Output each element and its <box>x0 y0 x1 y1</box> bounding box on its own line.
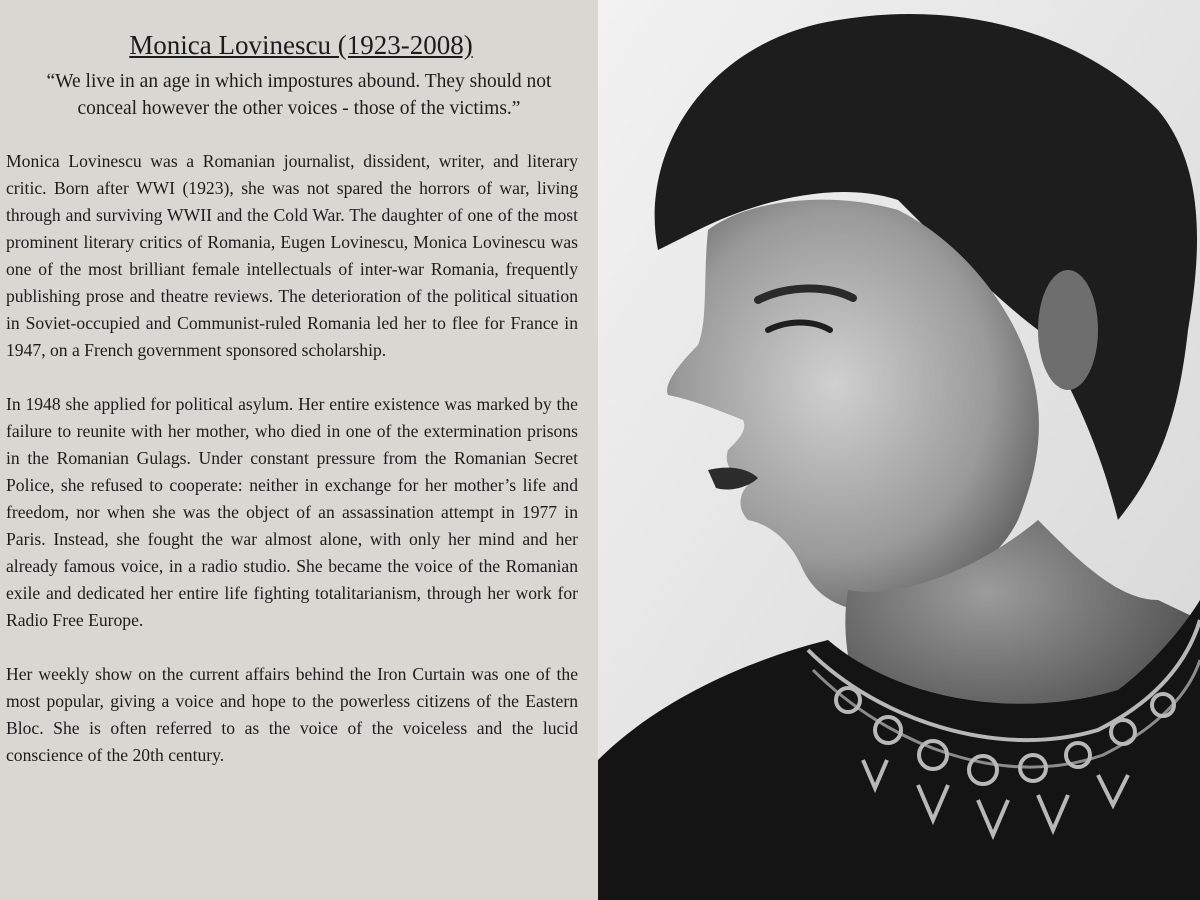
portrait-illustration <box>598 0 1200 900</box>
page-title: Monica Lovinescu (1923-2008) <box>129 30 473 60</box>
text-panel <box>0 0 598 900</box>
ear-shape <box>1038 270 1098 390</box>
quote: “We live in an age in which impostures abound. They should not conceal however the other voices - those of the victims.” <box>46 71 552 119</box>
portrait-photo <box>598 0 1200 900</box>
bio-paragraph-2: In 1948 she applied for political asylum. Her entire existence was marked by the failure to reunite with her mother, who died in one of the extermination prisons in the Romanian Gulags. Under constant pressure from the Romanian Secret Police, she refused to cooperate: neither in exchange for her mother’s life and freedom, nor when she was the object of an assassination attempt in 1977 in Paris. Instead, she fought the war almost alone, with only her mind and her already famous voice, in a radio studio. She became the voice of the Romanian exile and dedicated her entire life fighting totalitarianism, through her work for Radio Free Europe. <box>6 394 578 630</box>
bio-paragraph-1: Monica Lovinescu was a Romanian journalist, dissident, writer, and literary critic. Born after WWI (1923), she was not spared the horrors of war, living through and surviving WWII and the Cold War. The daughter of one of the most prominent literary critics of Romania, Eugen Lovinescu, Monica Lovinescu was one of the most brilliant female intellectuals of inter-war Romania, frequently publishing prose and theatre reviews. The deterioration of the political situation in Soviet-occupied and Communist-ruled Romania led her to flee for France in 1947, on a French government sponsored scholarship. <box>6 151 578 360</box>
bio-paragraph-3: Her weekly show on the current affairs behind the Iron Curtain was one of the most popular, giving a voice and hope to the powerless citizens of the Eastern Bloc. She is often referred to as the voice of the voiceless and the lucid conscience of the 20th century. <box>6 664 578 765</box>
